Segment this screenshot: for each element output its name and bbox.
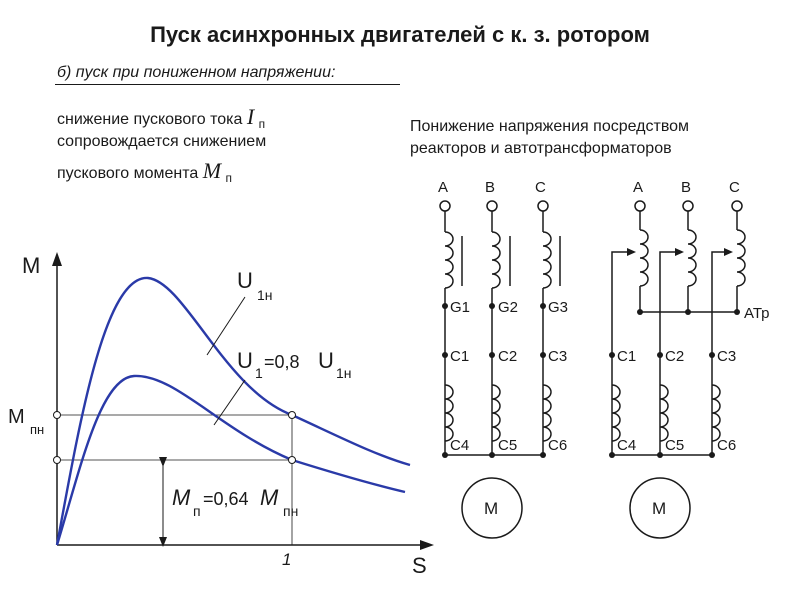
right-note-line2: реакторов и автотрансформаторов <box>410 140 672 157</box>
at-label-c5: C5 <box>665 437 685 454</box>
stator-coil-a <box>445 385 453 441</box>
label-c4: C4 <box>450 437 470 454</box>
at-phase-a: A <box>633 179 644 196</box>
curve2-u: U <box>237 348 253 373</box>
mpn-label <box>8 406 25 428</box>
reactor-phase-a: A <box>438 179 449 196</box>
reactor-phase-b: B <box>485 179 496 196</box>
section-subtitle: б) пуск при пониженном напряжении: <box>57 64 336 81</box>
y-axis-label: M <box>22 253 41 278</box>
curve2-label <box>237 348 253 373</box>
y-axis-arrow <box>52 252 62 266</box>
at-phase-c: C <box>729 179 740 196</box>
mp-label2: M <box>260 485 279 510</box>
point-mp-s1 <box>289 457 296 464</box>
at-stator-coil-b <box>660 385 668 441</box>
label-c6: C6 <box>548 437 568 454</box>
at-phase-b: B <box>681 179 692 196</box>
at-coil-c <box>737 230 745 286</box>
moment-subscript: п <box>225 171 233 185</box>
label-c1: C1 <box>450 348 470 365</box>
left-note-line2: сопровождается снижением <box>57 133 267 150</box>
mp-factor: =0,64 <box>203 489 249 509</box>
label-c5: C5 <box>498 437 518 454</box>
stator-coil-b <box>492 385 500 441</box>
at-motor-label: M <box>652 499 667 518</box>
at-stator-coil-c <box>712 385 720 441</box>
x-axis-arrow <box>420 540 434 550</box>
at-label-c6: C6 <box>717 437 737 454</box>
mpn-symbol: M <box>8 406 25 428</box>
at-coil-a <box>640 230 648 286</box>
curve2-u2: U <box>318 348 334 373</box>
current-symbol: I <box>246 104 255 129</box>
curve2-sub2: 1н <box>336 365 352 381</box>
mpn-subscript: пн <box>30 422 45 437</box>
moment-symbol: M <box>202 158 222 183</box>
at-terminal-b <box>683 201 693 211</box>
reactor-coil-c <box>543 232 551 288</box>
at-terminal-c <box>732 201 742 211</box>
label-c2: C2 <box>498 348 518 365</box>
torque-slip-graph <box>8 252 434 578</box>
mp-label: M <box>172 485 191 510</box>
left-note-text1: снижение пускового тока <box>57 111 243 128</box>
right-note-line1: Понижение напряжения посредством <box>410 118 690 135</box>
label-g2: G2 <box>498 299 519 316</box>
point-mpn-axis <box>54 412 61 419</box>
at-stator-coil-a <box>612 385 620 441</box>
current-subscript: п <box>258 117 266 131</box>
slide-title: Пуск асинхронных двигателей с к. з. ротором <box>150 22 650 47</box>
u08-leader <box>214 380 245 425</box>
at-label-c1: C1 <box>617 348 637 365</box>
at-label-c3: C3 <box>717 348 737 365</box>
terminal-b <box>487 201 497 211</box>
label-c3: C3 <box>548 348 568 365</box>
point-mpn-s1 <box>289 412 296 419</box>
curve1-subscript: 1н <box>257 287 273 303</box>
at-coil-b <box>688 230 696 286</box>
point-mp-axis <box>54 457 61 464</box>
reactor-circuit <box>440 201 560 538</box>
reactor-coil-b <box>492 232 500 288</box>
curve1-label: U <box>237 268 253 293</box>
mp-sub2: пн <box>283 503 299 519</box>
reactor-coil-a <box>445 232 453 288</box>
u1n-leader <box>207 297 245 355</box>
mp-sub1: п <box>193 503 201 519</box>
reactor-circuit-nodes <box>442 303 546 458</box>
x-axis-label: S <box>412 553 427 578</box>
at-terminal-a <box>635 201 645 211</box>
at-label: АТр <box>744 305 770 322</box>
terminal-c <box>538 201 548 211</box>
curve2-sub1: 1 <box>255 365 263 381</box>
label-g3: G3 <box>548 299 569 316</box>
terminal-a <box>440 201 450 211</box>
curve2-factor: =0,8 <box>264 352 300 372</box>
label-g1: G1 <box>450 299 471 316</box>
x-tick-label: 1 <box>282 550 292 569</box>
reactor-labels <box>438 179 568 518</box>
stator-coil-c <box>543 385 551 441</box>
reactor-phase-c: C <box>535 179 546 196</box>
curve-08u1n <box>57 376 405 545</box>
at-label-c4: C4 <box>617 437 637 454</box>
reactor-motor-label: M <box>484 499 499 518</box>
at-label-c2: C2 <box>665 348 685 365</box>
left-note-text3: пускового момента <box>57 165 199 182</box>
